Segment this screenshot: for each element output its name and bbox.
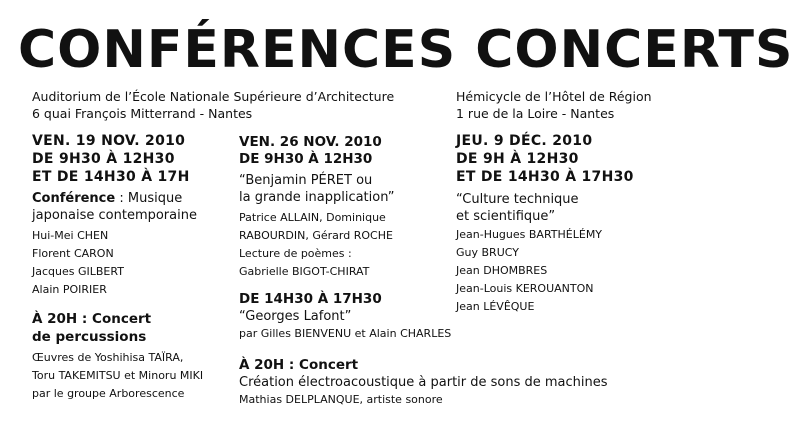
speaker-name: Guy BRUCY xyxy=(456,246,519,259)
speaker-name: RABOURDIN, Gérard ROCHE xyxy=(239,229,393,242)
col1-topic-line1 xyxy=(32,190,197,207)
speaker-name: Jean-Louis KEROUANTON xyxy=(456,282,594,295)
col2-date-line2: DE 9H30 À 12H30 xyxy=(239,151,373,167)
col2-concert-artist: Mathias DELPLANQUE, artiste sonore xyxy=(239,393,443,406)
concert-line: Œuvres de Yoshihisa TAÏRA, xyxy=(32,351,184,364)
col2-concert-head: À 20H : Concert xyxy=(239,357,359,373)
col2-speakers xyxy=(239,209,393,281)
venue-right-line1: Hémicycle de l’Hôtel de Région xyxy=(456,89,652,104)
col2-topic-line2: la grande inapplication” xyxy=(239,190,395,205)
col2-dates xyxy=(239,134,382,168)
venue-right xyxy=(456,88,652,122)
concert-line: par le groupe Arborescence xyxy=(32,387,185,400)
venue-right-line2: 1 rue de la Loire - Nantes xyxy=(456,106,615,121)
col3-speakers xyxy=(456,226,602,316)
col2-concert-desc: Création électroacoustique à partir de sons de machines xyxy=(239,375,608,390)
col3-topic-line1: “Culture technique xyxy=(456,192,579,207)
col2-afternoon-by: par Gilles BIENVENU et Alain CHARLES xyxy=(239,327,452,340)
col1-topic-line2: japonaise contemporaine xyxy=(32,208,197,223)
speaker-name: Jean-Hugues BARTHÉLÉMY xyxy=(456,228,603,241)
col2-afternoon xyxy=(239,291,451,343)
venue-left-line2: 6 quai François Mitterrand - Nantes xyxy=(32,106,253,121)
col1-speakers xyxy=(32,227,124,299)
speaker-name: Gabrielle BIGOT-CHIRAT xyxy=(239,265,370,278)
col1-concert-head2: de percussions xyxy=(32,329,147,345)
col2-date-line1: VEN. 26 NOV. 2010 xyxy=(239,134,382,150)
col2-afternoon-topic: “Georges Lafont” xyxy=(239,309,352,324)
col3-date-line3: ET DE 14H30 À 17H30 xyxy=(456,169,634,185)
col1-dates xyxy=(32,132,190,186)
col2-concert xyxy=(239,356,608,409)
col2-afternoon-time: DE 14H30 À 17H30 xyxy=(239,291,382,307)
col1-date-line1: VEN. 19 NOV. 2010 xyxy=(32,133,186,149)
col3-dates xyxy=(456,132,634,186)
speaker-name: Hui-Mei CHEN xyxy=(32,229,109,242)
col2-topic-line1: “Benjamin PÉRET ou xyxy=(239,173,373,188)
speaker-name: Jean DHOMBRES xyxy=(456,264,548,277)
col3-topic xyxy=(456,191,579,225)
col2-topic xyxy=(239,172,394,206)
col3-date-line2: DE 9H À 12H30 xyxy=(456,151,579,167)
col1-topic xyxy=(32,190,197,224)
speaker-name: Lecture de poèmes : xyxy=(239,247,352,260)
speaker-name: Jacques GILBERT xyxy=(32,265,124,278)
speaker-name: Alain POIRIER xyxy=(32,283,107,296)
col1-topic-line1-text: Musique xyxy=(127,191,183,206)
col3-date-line1: JEU. 9 DÉC. 2010 xyxy=(456,133,593,149)
col1-concert-details xyxy=(32,349,203,403)
col1-date-line2: DE 9H30 À 12H30 xyxy=(32,151,175,167)
venue-left-line1: Auditorium de l’École Nationale Supérieure d’Architecture xyxy=(32,89,395,104)
speaker-name: Florent CARON xyxy=(32,247,114,260)
col1-concert xyxy=(32,310,151,346)
col1-date-line3: ET DE 14H30 À 17H xyxy=(32,169,190,185)
col1-topic-sep: : xyxy=(115,191,128,206)
concert-line: Toru TAKEMITSU et Minoru MIKI xyxy=(32,369,204,382)
col3-topic-line2: et scientifique” xyxy=(456,209,556,224)
venue-left xyxy=(32,88,394,122)
col1-concert-head1: À 20H : Concert xyxy=(32,311,152,327)
page-title: CONFÉRENCES CONCERTS xyxy=(18,20,793,80)
col1-topic-label: Conférence xyxy=(32,191,116,206)
speaker-name: Patrice ALLAIN, Dominique xyxy=(239,211,386,224)
speaker-name: Jean LÉVÊQUE xyxy=(456,300,535,313)
